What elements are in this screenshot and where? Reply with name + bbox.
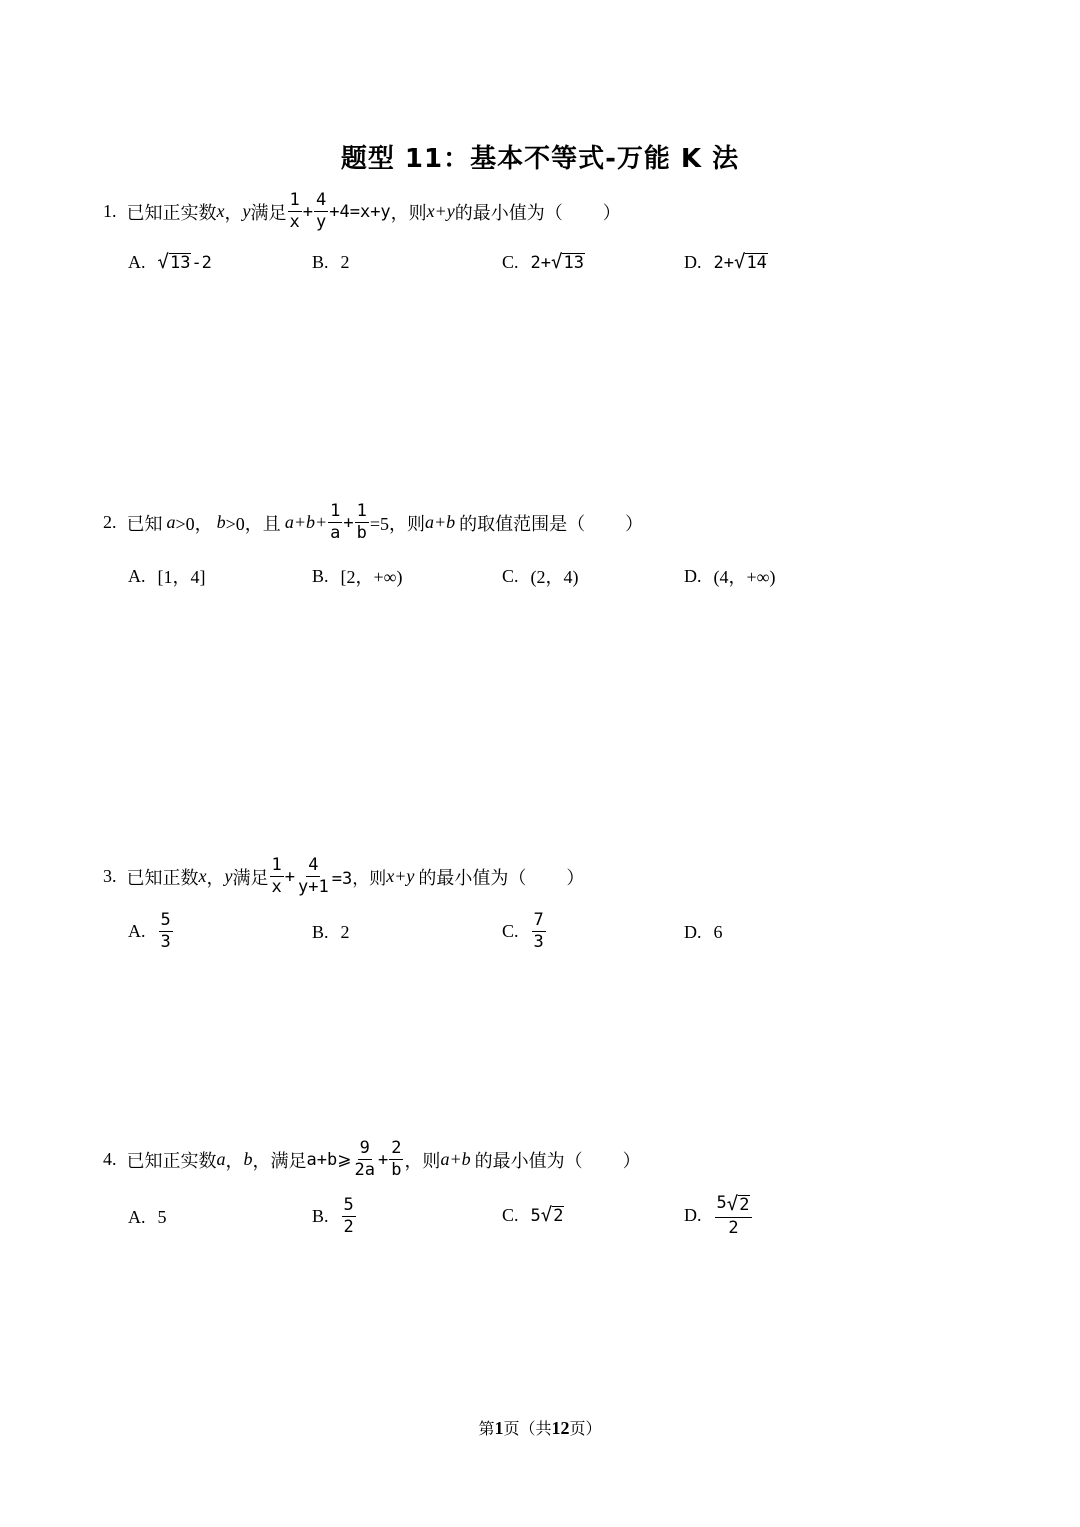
footer-text: 第 bbox=[478, 1419, 495, 1438]
target-expression: x+y bbox=[426, 201, 455, 221]
target-expression: x+y bbox=[386, 866, 415, 886]
option-b bbox=[312, 922, 350, 943]
option-c bbox=[502, 912, 547, 951]
option-d bbox=[684, 252, 768, 273]
option-text: -2 bbox=[191, 252, 212, 273]
option-b bbox=[312, 1197, 357, 1236]
operator: + bbox=[343, 512, 354, 533]
footer-text: 页（共 bbox=[503, 1419, 552, 1438]
question-2 bbox=[103, 503, 643, 542]
question-1 bbox=[103, 192, 621, 231]
option-label: B. bbox=[312, 252, 329, 272]
fraction: $\frac{1}{x}$ bbox=[289, 190, 300, 232]
target-expression: a+b bbox=[425, 512, 456, 532]
option-label: A. bbox=[128, 565, 146, 586]
option-text: 2+ bbox=[713, 252, 734, 273]
option-c bbox=[502, 252, 585, 273]
answer-paren-close: ） bbox=[622, 1150, 641, 1172]
question-stem: ，则 bbox=[390, 202, 427, 224]
option-text: [2，+∞) bbox=[340, 567, 403, 587]
variable: x bbox=[216, 201, 225, 221]
fraction: $\frac{1}{a}$ bbox=[330, 501, 341, 543]
answer-paren-close: ） bbox=[625, 513, 644, 535]
fraction: $\frac{5}{2}$ bbox=[343, 1195, 354, 1237]
option-c bbox=[502, 563, 579, 589]
coefficient: 5 bbox=[530, 1205, 541, 1226]
sqrt: √ 2 bbox=[726, 1193, 750, 1215]
target-expression: a+b bbox=[440, 1149, 471, 1169]
option-c bbox=[502, 1205, 564, 1226]
option-a bbox=[128, 1207, 167, 1228]
fraction: $\frac{5}{3}$ bbox=[160, 910, 171, 952]
question-stem: 已知正实数 bbox=[126, 1150, 217, 1172]
option-d bbox=[684, 1195, 753, 1237]
option-label: D. bbox=[684, 1205, 702, 1226]
condition: >0，且 bbox=[225, 513, 281, 534]
expression: a+b⩾ bbox=[306, 1149, 352, 1170]
option-text: 2+ bbox=[530, 252, 551, 273]
fraction: $\frac{1}{b}$ bbox=[356, 501, 367, 543]
option-label: A. bbox=[128, 1207, 146, 1227]
page-footer bbox=[0, 1416, 1080, 1439]
option-d bbox=[684, 563, 775, 589]
question-stem: 的最小值为（ bbox=[454, 202, 563, 224]
expression: +4=x+y bbox=[329, 201, 391, 222]
variable: a bbox=[166, 512, 176, 532]
variable: y bbox=[242, 201, 251, 221]
option-label: A. bbox=[128, 252, 146, 272]
operator: + bbox=[377, 1149, 389, 1170]
option-b bbox=[312, 252, 350, 273]
question-stem: 的最小值为（ bbox=[474, 1150, 583, 1172]
separator: ， bbox=[224, 202, 243, 224]
answer-paren-close: ） bbox=[602, 202, 621, 224]
option-a bbox=[128, 912, 174, 951]
expression: a+b+ bbox=[284, 512, 328, 532]
expression: =3，则 bbox=[331, 869, 387, 889]
option-a bbox=[128, 252, 212, 273]
question-stem: 已知 bbox=[126, 513, 163, 535]
condition: >0， bbox=[175, 513, 213, 534]
question-number: 4. bbox=[103, 1149, 117, 1169]
separator: ， bbox=[206, 867, 225, 889]
fraction: $\frac{4}{y}$ bbox=[316, 190, 327, 232]
fraction: 5 √ 2 2 bbox=[715, 1195, 753, 1237]
question-number: 3. bbox=[103, 866, 117, 886]
variable: y bbox=[224, 866, 233, 886]
option-text: (4，+∞) bbox=[713, 567, 776, 587]
sqrt: √ 13 bbox=[157, 250, 191, 273]
option-text: 2 bbox=[340, 252, 350, 272]
question-stem: 的最小值为（ bbox=[418, 867, 527, 889]
option-label: D. bbox=[684, 252, 702, 272]
option-label: A. bbox=[128, 921, 146, 941]
separator: ， bbox=[225, 1150, 244, 1172]
option-label: B. bbox=[312, 1206, 329, 1226]
option-label: C. bbox=[502, 252, 519, 272]
variable: a bbox=[216, 1149, 226, 1169]
answer-paren-close: ） bbox=[566, 867, 585, 889]
option-label: B. bbox=[312, 922, 329, 942]
option-text: 6 bbox=[713, 922, 723, 942]
question-3 bbox=[103, 857, 584, 896]
variable: x bbox=[198, 866, 207, 886]
variable: b bbox=[216, 512, 226, 532]
question-number: 1. bbox=[103, 201, 117, 221]
question-stem: ，则 bbox=[404, 1150, 441, 1172]
fraction: $\frac{7}{3}$ bbox=[533, 910, 544, 952]
operator: + bbox=[284, 866, 295, 887]
footer-text: 页） bbox=[569, 1419, 602, 1438]
question-4 bbox=[103, 1140, 641, 1179]
option-label: D. bbox=[684, 922, 702, 942]
question-stem: 已知正实数 bbox=[126, 202, 217, 224]
option-text: [1，4] bbox=[157, 567, 206, 587]
question-number: 2. bbox=[103, 512, 117, 532]
variable: b bbox=[243, 1149, 253, 1169]
question-stem: 满足 bbox=[232, 867, 269, 889]
option-text: 5 bbox=[157, 1207, 167, 1227]
expression: =5，则 bbox=[369, 513, 426, 534]
fraction: $\frac{2}{b}$ bbox=[391, 1138, 402, 1180]
question-stem: 满足 bbox=[250, 202, 287, 224]
option-d bbox=[684, 922, 723, 943]
option-label: C. bbox=[502, 1205, 519, 1225]
option-label: C. bbox=[502, 921, 519, 941]
option-text: 2 bbox=[340, 922, 350, 942]
question-stem: 已知正数 bbox=[126, 867, 199, 889]
question-stem: ，满足 bbox=[252, 1150, 307, 1172]
option-a bbox=[128, 563, 206, 589]
option-text: (2，4) bbox=[530, 567, 579, 587]
option-label: B. bbox=[312, 565, 329, 586]
fraction: $\frac{1}{x}$ bbox=[271, 855, 282, 897]
sqrt: √ 13 bbox=[551, 250, 584, 273]
option-b bbox=[312, 563, 403, 589]
fraction: $\frac{9}{2a}$ bbox=[354, 1138, 375, 1180]
page-number: 1 bbox=[494, 1418, 504, 1438]
page-total: 12 bbox=[551, 1418, 570, 1438]
question-stem: 的取值范围是（ bbox=[459, 513, 586, 535]
option-label: C. bbox=[502, 565, 519, 586]
page-title: 题型 11：基本不等式-万能 K 法 bbox=[340, 144, 740, 174]
sqrt: √ 2 bbox=[540, 1203, 564, 1226]
sqrt: √ 14 bbox=[733, 250, 767, 273]
operator: + bbox=[302, 201, 313, 222]
fraction: $\frac{4}{y+1}$ bbox=[298, 855, 329, 897]
option-label: D. bbox=[684, 565, 702, 586]
coefficient: 5 bbox=[716, 1193, 727, 1213]
